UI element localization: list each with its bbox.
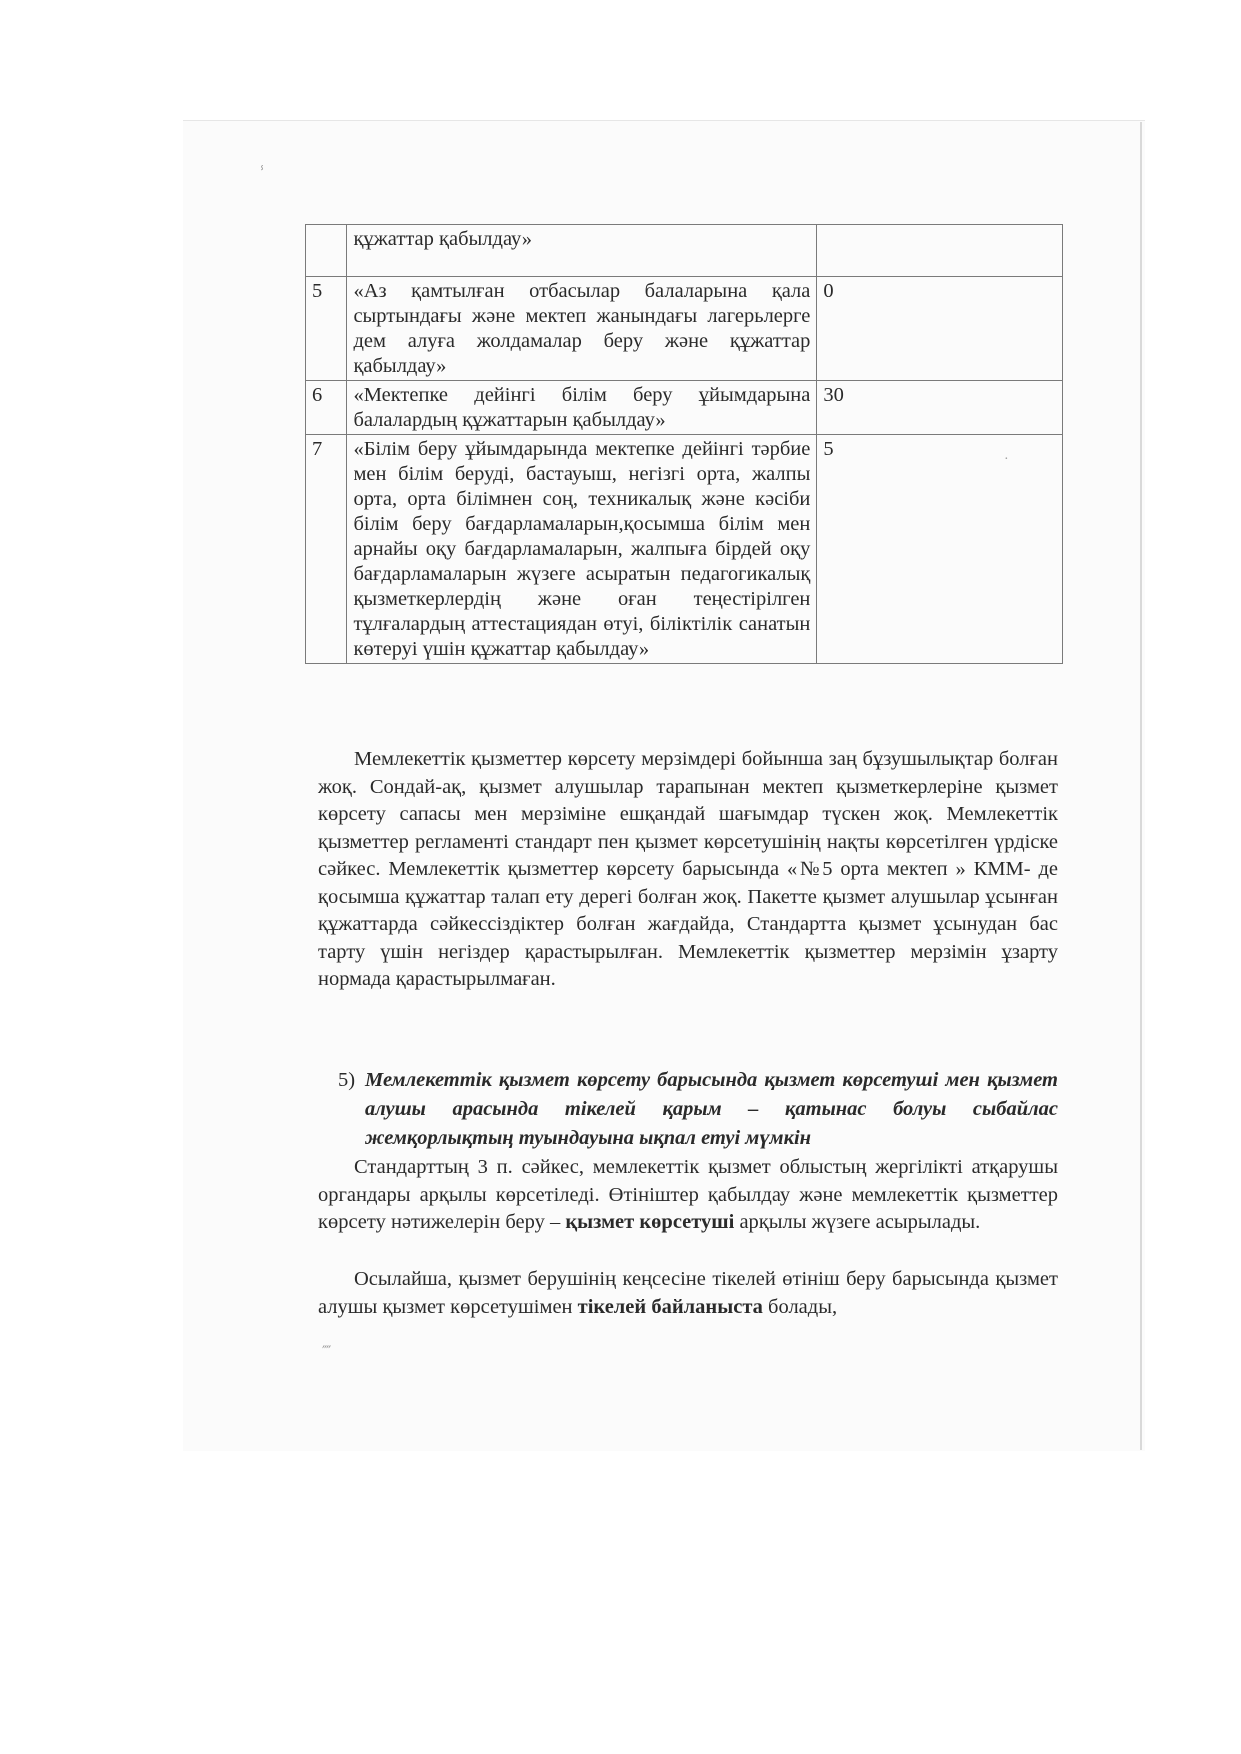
paragraph-bold-text: қызмет көрсетуші xyxy=(565,1211,735,1233)
table-row xyxy=(306,381,1063,435)
paragraph-standard xyxy=(318,1154,1058,1237)
paragraph-contact xyxy=(318,1266,1058,1321)
paragraph-text-part: болады, xyxy=(762,1295,838,1318)
heading-number: 5) xyxy=(338,1069,356,1091)
service-count xyxy=(817,225,1063,277)
paragraph-text xyxy=(318,1266,1058,1321)
scan-speck: ⁗ xyxy=(322,1345,332,1360)
row-number xyxy=(306,225,347,277)
scan-edge xyxy=(1140,122,1142,1450)
paragraph-text-part: Осылайша, қызмет берушінің кеңсесіне тікелей өтініш беру барысында қызмет алушы қызмет көрсетушімен xyxy=(318,1268,1058,1318)
table-row xyxy=(306,225,1063,277)
paragraph-text-part: Стандарттың 3 п. сәйкес, мемлекеттік қызмет облыстың жергілікті атқарушы органдары арқылы көрсетіледі. Өтініштер қабылдау және мемлекеттік қызметтер көрсету нәтижелерін беру – xyxy=(318,1156,1058,1233)
services-table xyxy=(305,224,1063,664)
row-number: 5 xyxy=(306,277,347,381)
section-heading xyxy=(338,1066,1058,1153)
service-count: 0 xyxy=(817,277,1063,381)
service-name: «Білім беру ұйымдарында мектепке дейінгі тәрбие мен білім беруді, бастауыш, негізгі орта, жалпы орта, орта білімнен соң, техникалық және кәсіби білім беру бағдарламаларын,қосымша білім мен арнайы оқу бағдарламаларын, жалпыға бірдей оқу бағдарламаларын жүзеге асыратын педагогикалық қызметкерлердің және оған теңестірілген тұлғалардың аттестациядан өтуі, біліктілік санатын көтеруі үшін құжаттар қабылдау» xyxy=(347,435,817,664)
row-number: 6 xyxy=(306,381,347,435)
paragraph-violations xyxy=(318,746,1058,994)
table-row xyxy=(306,277,1063,381)
service-name: құжаттар қабылдау» xyxy=(347,225,817,277)
paragraph-text: Мемлекеттік қызметтер көрсету мерзімдері бойынша заң бұзушылықтар болған жоқ. Сондай-ақ, қызмет алушылар тарапынан мектеп қызметкерлеріне қызмет көрсету сапасы мен мерзіміне ешқандай шағымдар түскен жоқ. Мемлекеттік қызметтер регламенті стандарт пен қызмет көрсетушінің нақты көрсетілген үрдіске сәйкес. Мемлекеттік қызметтер көрсету барысында «№5 орта мектеп » КММ- де қосымша құжаттар талап ету дерегі болған жоқ. Пакетте қызмет алушылар ұсынған құжаттарда сәйкессіздіктер болған жағдайда, Стандартта қызмет ұсынудан бас тарту үшін негіздер қарастырылған. Мемлекеттік қызметтер мерзімін ұзарту нормада қарастырылмаған. xyxy=(318,748,1058,990)
row-number: 7 xyxy=(306,435,347,664)
paragraph-text xyxy=(318,1154,1058,1237)
service-name: «Аз қамтылған отбасылар балаларына қала сыртындағы және мектеп жанындағы лагерьлерге дем алуға жолдамалар беру және құжаттар қабылдау» xyxy=(347,277,817,381)
heading-text: Мемлекеттік қызмет көрсету барысында қызмет көрсетуші мен қызмет алушы арасында тікелей қарым – қатынас болуы сыбайлас жемқорлықтың туындауына ықпал етуі мүмкін xyxy=(365,1069,1058,1149)
paragraph-text-part: арқылы жүзеге асырылады. xyxy=(734,1211,981,1233)
service-count: 30 xyxy=(817,381,1063,435)
scan-speck: ⸯ xyxy=(258,168,267,183)
scan-speck: · xyxy=(1004,452,1009,467)
service-name: «Мектепке дейінгі білім беру ұйымдарына балалардың құжаттарын қабылдау» xyxy=(347,381,817,435)
paragraph-bold-text: тікелей байланыста xyxy=(577,1295,763,1318)
table-row xyxy=(306,435,1063,664)
service-count: 5 xyxy=(817,435,1063,664)
